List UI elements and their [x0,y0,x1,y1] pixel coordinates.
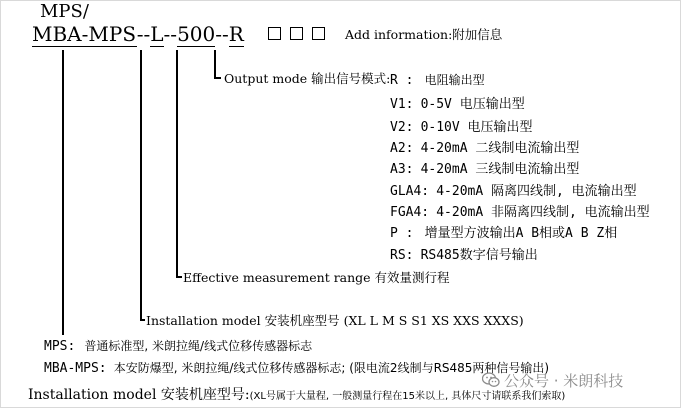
output-option-v1 [390,93,525,112]
connector-output-v [214,50,216,78]
model-code [32,22,244,46]
option-desc: 电阻输出型 [424,73,485,87]
model-range: 500 [177,22,216,46]
connector-output-h [214,77,221,79]
output-option-a2 [390,137,579,156]
wechat-icon [482,372,500,388]
option-code: A2: [390,141,414,156]
model-sep3: -- [215,22,229,46]
output-option-p [390,222,617,241]
output-option-rs [390,244,538,263]
note-text: 普通标准型, 米朗拉绳/线式位移传感器标志 [84,339,313,353]
note-mps [44,335,312,354]
add-info-box-2 [290,27,303,40]
option-desc: 4-20mA 隔离四线制, 电流输出型 [436,184,637,199]
output-mode-title: Output mode 输出信号模式: [224,71,391,86]
connector-range-v [176,50,178,277]
option-desc: 增量型方波输出A B相或A B Z相 [424,226,618,241]
model-sep1: -- [136,22,151,46]
option-desc: 4-20mA 非隔离四线制, 电流输出型 [436,205,650,220]
option-code: V2: [390,120,414,135]
option-desc: 0-10V 电压输出型 [420,120,533,135]
model-output: R [228,22,244,46]
option-code: FGA4: [390,205,430,220]
footer-title: Installation model 安装机座型号: [28,387,250,403]
effective-range-label: Effective measurement range 有效量测行程 [183,270,450,285]
option-code: V1: [390,97,414,112]
model-l: L [150,22,164,46]
add-info-box-1 [268,27,281,40]
watermark-text: 公众号 · 米朗科技 [504,372,624,390]
model-prefix-line2: MBA-MPS [32,22,137,46]
add-info-box-3 [312,27,325,40]
note-mba-mps [44,357,549,376]
output-option-a3 [390,158,579,177]
output-option-r [390,69,485,88]
option-desc: 4-20mA 二线制电流输出型 [420,141,580,156]
option-code: RS: [390,248,414,263]
footer-note: (XL号属于大量程, 一般测量行程在15米以上, 具体尺寸请联系我们索取) [249,391,566,402]
option-desc: RS485数字信号输出 [420,248,538,263]
output-option-gla4 [390,180,637,199]
note-label: MPS: [44,339,76,354]
output-option-v2 [390,116,533,135]
option-desc: 0-5V 电压输出型 [420,97,525,112]
add-info-label: Add information:附加信息 [345,27,503,42]
connector-installation-h [140,319,145,321]
option-code: R : [390,73,414,88]
option-code: P : [390,226,414,241]
installation-model-label: Installation model 安装机座型号 (XL L M S S1 XS XXS XXXS) [146,313,524,328]
model-prefix-line1: MPS/ [40,1,89,22]
note-label: MBA-MPS: [44,361,107,376]
output-option-fga4 [390,201,650,220]
connector-range-h [176,276,182,278]
connector-installation-v [140,50,142,320]
model-sep2: -- [163,22,178,46]
connector-mps-v [62,50,64,335]
option-code: GLA4: [390,184,430,199]
note-text: 本安防爆型, 米朗拉绳/线式位移传感器标志; (限电流2线制与RS485两种信号输出) [113,361,550,375]
option-desc: 4-20mA 三线制电流输出型 [420,162,580,177]
option-code: A3: [390,162,414,177]
